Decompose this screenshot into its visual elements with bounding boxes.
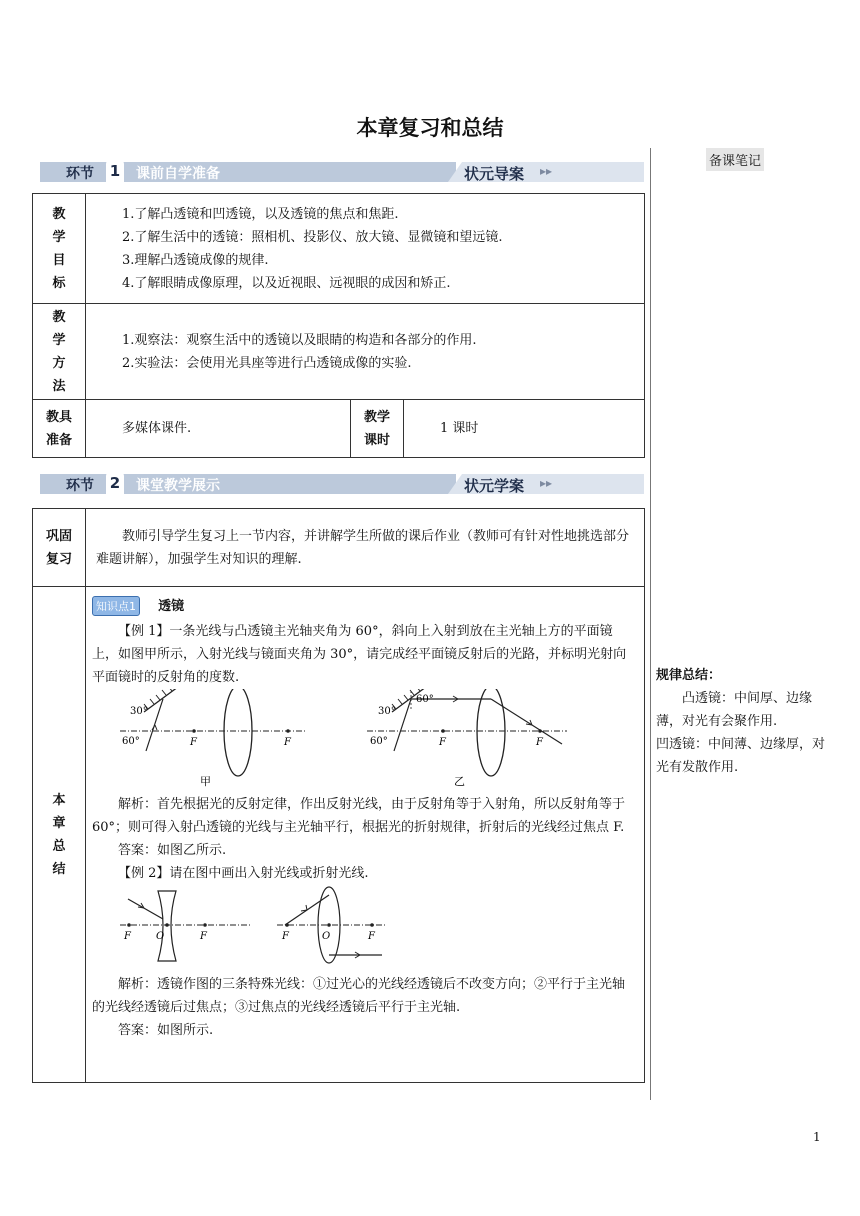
focus-label: F [200,931,207,942]
optical-center [327,923,331,927]
prep-table [32,193,645,458]
example-1-text: 【例 1】一条光线与凸透镜主光轴夹角为 60°，斜向上入射到放在主光轴上方的平面镜上，如图甲所示，入射光线与镜面夹角为 30°，请完成经平面镜反射后的光路，并标明光射向平面镜时的反射角的度数. [92,624,627,685]
angle-label-60: 60° [370,736,388,747]
ray-arrow-icon [301,905,307,911]
rule-concave: 凹透镜：中间薄、边缘厚，对光有发散作用. [656,737,826,775]
rule-convex: 凸透镜：中间厚、边缘薄，对光有会聚作用. [656,691,813,729]
method-item: 2.实验法：会使用光具座等进行凸透镜成像的实验. [122,355,412,371]
goal-item: 2.了解生活中的透镜：照相机、投影仪、放大镜、显微镜和望远镜. [122,229,503,245]
figure-2 [92,885,632,967]
hours-content: 1 课时 [404,400,645,458]
page-number: 1 [813,1130,821,1144]
focus-label: F [124,931,131,942]
center-label: O [156,931,165,942]
focus-label: F [368,931,375,942]
banner-bar [40,474,456,494]
banner-number: 2 [106,472,124,494]
focus-label: F [282,931,289,942]
focus-point [192,729,196,733]
goals-content [86,194,645,304]
method-label: 教 学 方 法 [33,304,86,400]
incident-ray [394,699,411,751]
figure-convex [277,887,387,963]
focus-point [370,923,374,927]
section-banner-2 [40,474,644,494]
banner-bar [40,162,456,182]
analysis-2: 解析：透镜作图的三条特殊光线：①过光心的光线经透镜后不改变方向；②平行于主光轴的光线经透镜后过焦点；③过焦点的光线经透镜后平行于主光轴. [92,977,626,1015]
focus-point [538,729,542,733]
angle-label-60: 60° [416,694,434,705]
focus-label: F [536,737,543,748]
goal-item: 4.了解眼睛成像原理，以及近视眼、远视眼的成因和矫正. [122,275,451,291]
page-title: 本章复习和总结 [356,116,504,140]
knowledge-point-title: 透镜 [158,599,185,614]
rule-title: 规律总结： [656,668,722,683]
refracted-ray [491,699,562,744]
focus-label: F [439,737,446,748]
incident-ray [128,899,163,919]
figure-concave [120,891,252,961]
figure-caption: 甲 [200,775,211,788]
hours-label: 教学 课时 [351,400,404,458]
answer-1: 答案：如图乙所示. [118,843,227,858]
margin-divider [650,148,651,1100]
banner-tag: 状元导案 [464,165,525,183]
tools-label: 教具 准备 [33,400,86,458]
banner-arrows-icon: ▸▸ [540,164,553,178]
figure-jia [120,689,307,776]
method-content [86,304,645,400]
section-banner-1 [40,162,644,182]
answer-2: 答案：如图所示. [118,1023,214,1038]
banner-name: 课前自学准备 [136,166,220,182]
focus-point [285,923,289,927]
figure-1 [92,689,632,789]
ray-arrow-icon [152,725,157,730]
convex-lens [224,689,252,776]
banner-tag: 状元学案 [464,477,525,495]
optical-center [165,923,169,927]
goals-label: 教 学 目 标 [33,194,86,304]
review-content: 教师引导学生复习上一节内容，并讲解学生所做的课后作业（教师可有针对性地挑选部分难题讲解），加强学生对知识的理解. [86,509,645,587]
summary-content [86,587,645,1083]
example-2-text: 【例 2】请在图中画出入射光线或折射光线. [118,866,369,881]
goal-item: 1.了解凸透镜和凹透镜，以及透镜的焦点和焦距. [122,206,399,222]
classroom-table [32,508,645,1083]
banner-name: 课堂教学展示 [136,478,220,494]
analysis-1: 解析：首先根据光的反射定律，作出反射光线，由于反射角等于入射角，所以反射角等于 60°；则可得入射凸透镜的光线与主光轴平行，根据光的折射规律，折射后的光线经过焦点 F. [92,797,626,835]
focus-point [127,923,131,927]
summary-label: 本 章 总 结 [33,587,86,1083]
tools-content: 多媒体课件. [86,400,351,458]
banner-number: 1 [106,160,124,182]
goal-item: 3.理解凸透镜成像的规律. [122,252,269,268]
rule-summary [656,664,826,779]
figure-yi [367,689,567,776]
angle-label-30: 30° [130,706,148,717]
center-label: O [322,931,331,942]
method-item: 1.观察法：观察生活中的透镜以及眼睛的构造和各部分的作用. [122,332,477,348]
focus-label: F [284,737,291,748]
lesson-notes-label: 备课笔记 [706,148,764,171]
figure-caption: 乙 [454,775,465,788]
angle-label-60: 60° [122,736,140,747]
banner-step: 环节 [66,166,94,182]
banner-arrows-icon: ▸▸ [540,476,553,490]
banner-step: 环节 [66,478,94,494]
focus-label: F [190,737,197,748]
focus-point [441,729,445,733]
convex-lens [477,689,505,776]
review-label: 巩固 复习 [33,509,86,587]
knowledge-point-badge: 知识点1 [92,596,140,616]
focus-point [203,923,207,927]
focus-point [286,729,290,733]
angle-label-30: 30° [378,706,396,717]
